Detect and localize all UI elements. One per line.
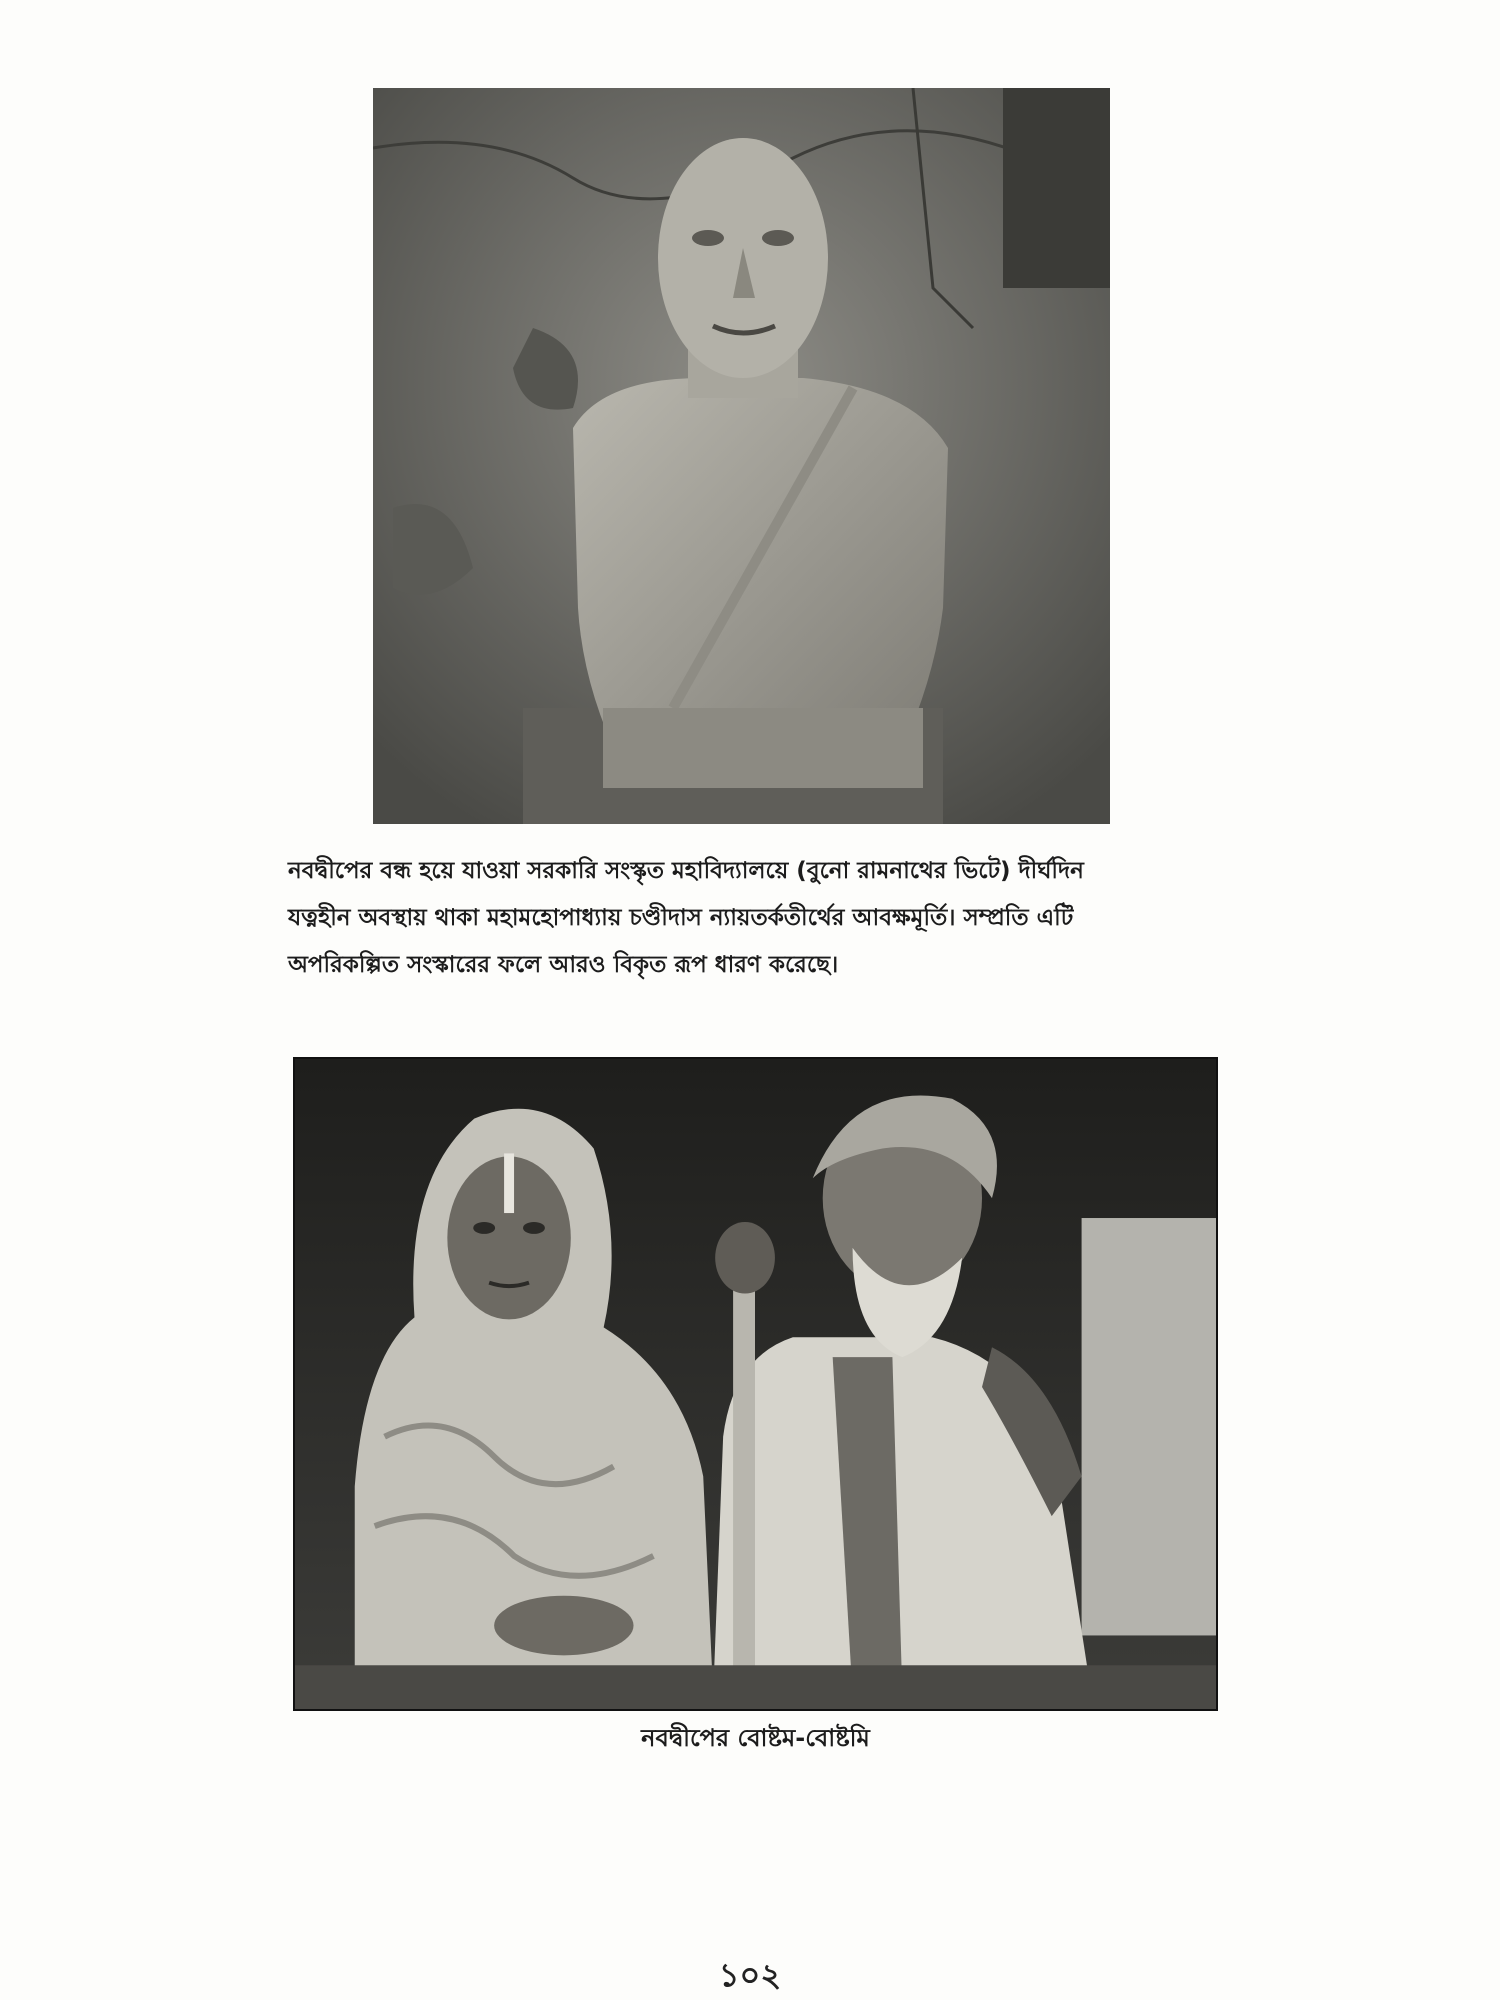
bust-statue-image bbox=[373, 88, 1110, 824]
couple-photo-caption: নবদ্বীপের বোষ্টম-বোষ্টমি bbox=[641, 1724, 870, 1752]
page-number: ১০২ bbox=[718, 1956, 782, 1994]
caption-line: অপরিকল্পিত সংস্কারের ফলে আরও বিকৃত রূপ ধারণ করেছে। bbox=[288, 952, 839, 978]
caption-line: নবদ্বীপের বন্ধ হয়ে যাওয়া সরকারি সংস্কৃত মহাবিদ্যালয়ে (বুনো রামনাথের ভিটে) দীর্ঘদিন bbox=[288, 858, 1084, 884]
couple-image bbox=[295, 1059, 1216, 1709]
caption-line: যত্নহীন অবস্থায় থাকা মহামহোপাধ্যায় চণ্ডীদাস ন্যায়তর্কতীর্থের আবক্ষমূর্তি। সম্প্রতি এটি bbox=[288, 905, 1074, 931]
bust-photo-caption bbox=[288, 848, 1248, 989]
bust-statue-photo bbox=[373, 88, 1110, 824]
couple-photo bbox=[293, 1057, 1218, 1711]
